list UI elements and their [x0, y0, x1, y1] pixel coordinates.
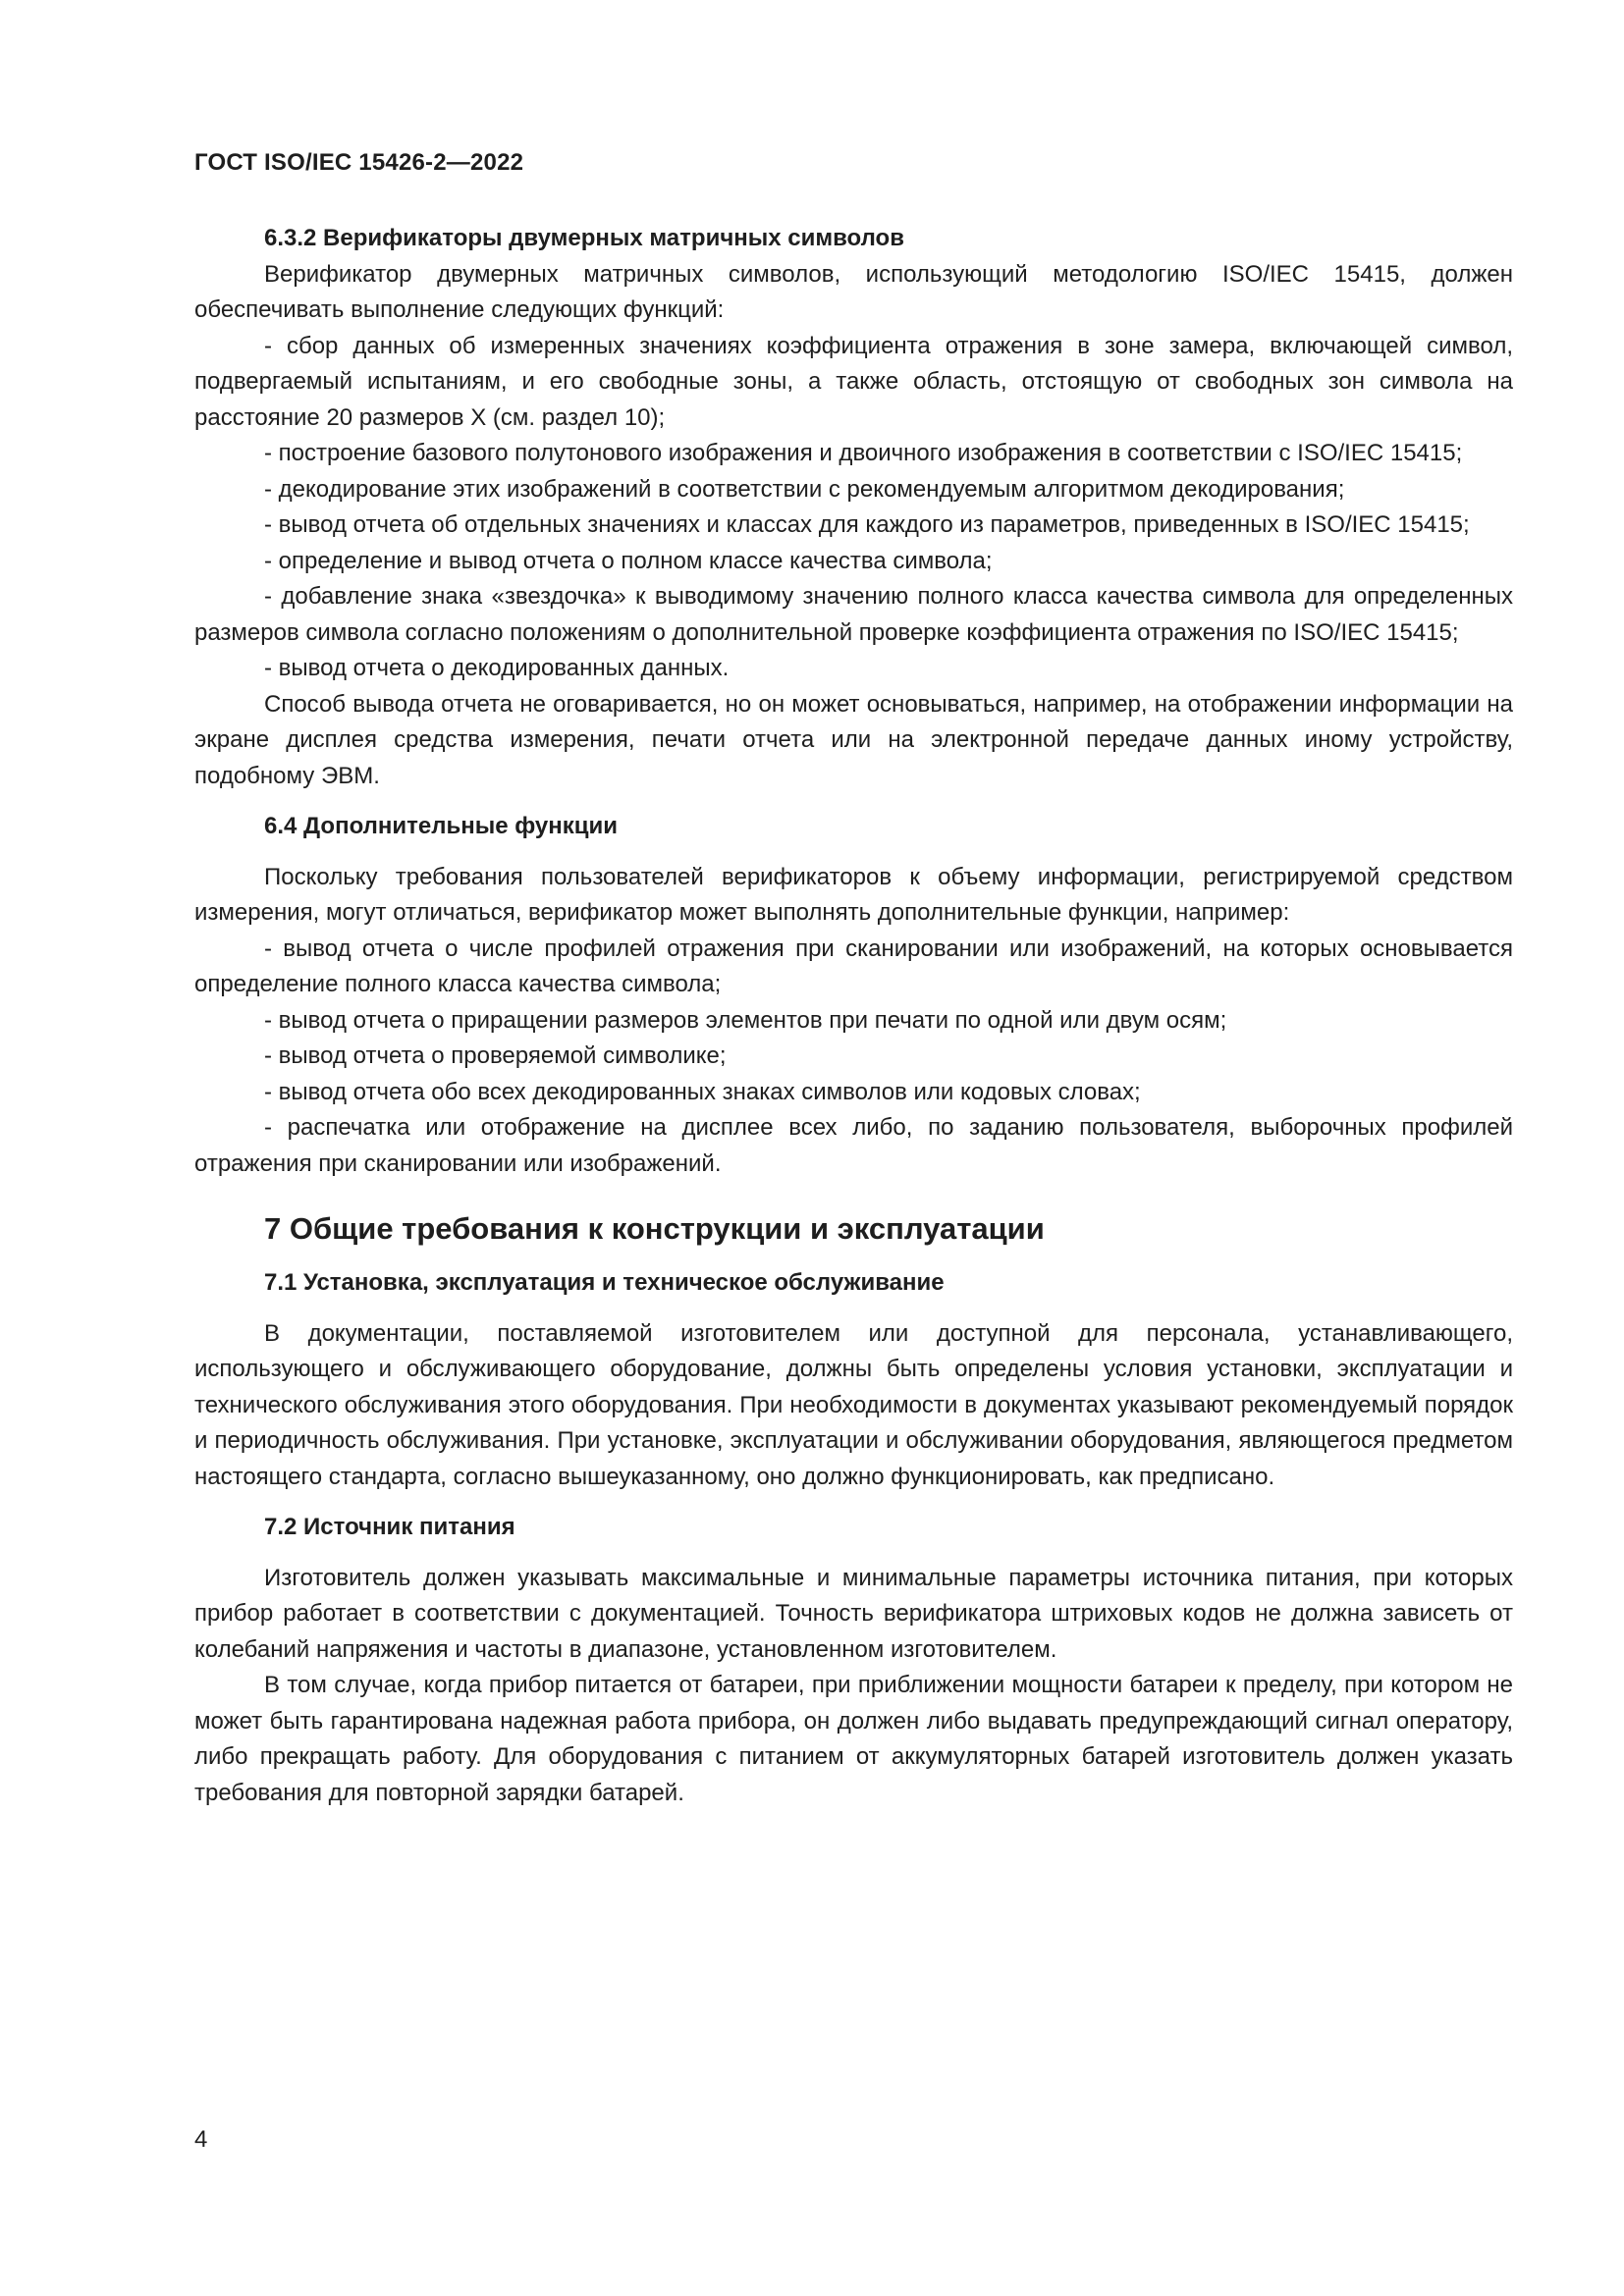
- list-item: - сбор данных об измеренных значениях коэффициента отражения в зоне замера, включающей символ, подвергаемый испытаниям, и его свободные зоны, а также область, отстоящую от свободных зон символа на расстояние 20 размеров X (см. раздел 10);: [194, 332, 1513, 431]
- list-item: - вывод отчета об отдельных значениях и классах для каждого из параметров, приведенных в ISO/IEC 15415;: [264, 511, 1470, 538]
- section-6-3-2-heading: 6.3.2 Верификаторы двумерных матричных символов: [264, 225, 904, 251]
- list-item: - вывод отчета обо всех декодированных знаках символов или кодовых словах;: [264, 1078, 1141, 1105]
- section-6-4-heading: 6.4 Дополнительные функции: [264, 813, 619, 839]
- section-7-2-paragraph-1: Изготовитель должен указывать максимальные и минимальные параметры источника питания, при которых прибор работает в соответствии с документацией. Точность верификатора штриховых кодов не должна зависеть от колебаний напряжения и частоты в диапазоне, установленном изготовителем.: [194, 1564, 1513, 1663]
- list-item: - вывод отчета о проверяемой символике;: [264, 1042, 727, 1069]
- section-7-heading: 7 Общие требования к конструкции и эксплуатации: [264, 1211, 1045, 1246]
- list-item: - определение и вывод отчета о полном классе качества символа;: [264, 547, 993, 574]
- page-content: [194, 221, 1513, 1811]
- list-item: - вывод отчета о приращении размеров элементов при печати по одной или двум осям;: [264, 1006, 1227, 1034]
- section-7-2-paragraph-2: В том случае, когда прибор питается от батареи, при приближении мощности батареи к пределу, при котором не может быть гарантирована надежная работа прибора, он должен либо выдавать предупреждающий сигнал оператору, либо прекращать работу. Для оборудования с питанием от аккумуляторных батарей изготовитель должен указать требования для повторной зарядки батарей.: [194, 1672, 1513, 1806]
- section-6-3-2-outro: Способ вывода отчета не оговаривается, но он может основываться, например, на отображении информации на экране дисплея средства измерения, печати отчета или на электронной передаче данных иному устройству, подобному ЭВМ.: [194, 690, 1513, 789]
- list-item: - вывод отчета о числе профилей отражения при сканировании или изображений, на которых основывается определение полного класса качества символа;: [194, 934, 1513, 997]
- section-7-2-heading: 7.2 Источник питания: [264, 1514, 515, 1540]
- list-item: - распечатка или отображение на дисплее всех либо, по заданию пользователя, выборочных профилей отражения при сканировании или изображений.: [194, 1114, 1513, 1177]
- list-item: - декодирование этих изображений в соответствии с рекомендуемым алгоритмом декодирования;: [264, 475, 1345, 503]
- section-6-4-intro: Поскольку требования пользователей верификаторов к объему информации, регистрируемой средством измерения, могут отличаться, верификатор может выполнять дополнительные функции, например:: [194, 863, 1513, 926]
- section-7-1-heading: 7.1 Установка, эксплуатация и техническое обслуживание: [264, 1269, 945, 1296]
- page-number: 4: [194, 2126, 208, 2153]
- list-item: - построение базового полутонового изображения и двоичного изображения в соответствии с ISO/IEC 15415;: [264, 440, 1463, 466]
- running-header: ГОСТ ISO/IEC 15426-2—2022: [194, 149, 524, 176]
- list-item: - добавление знака «звездочка» к выводимому значению полного класса качества символа для определенных размеров символа согласно положениям о дополнительной проверке коэффициента отражения по ISO/IEC 15415;: [194, 583, 1513, 646]
- section-6-3-2-intro: Верификатор двумерных матричных символов, использующий методологию ISO/IEC 15415, должен обеспечивать выполнение следующих функций:: [194, 260, 1513, 323]
- section-7-1-text: В документации, поставляемой изготовителем или доступной для персонала, устанавливающего, использующего и обслуживающего оборудование, должны быть определены условия установки, эксплуатации и технического обслуживания этого оборудования. При необходимости в документах указывают рекомендуемый порядок и периодичность обслуживания. При установке, эксплуатации и обслуживании оборудования, являющегося предметом настоящего стандарта, согласно вышеуказанному, оно должно функционировать, как предписано.: [194, 1319, 1513, 1490]
- list-item: - вывод отчета о декодированных данных.: [264, 655, 730, 681]
